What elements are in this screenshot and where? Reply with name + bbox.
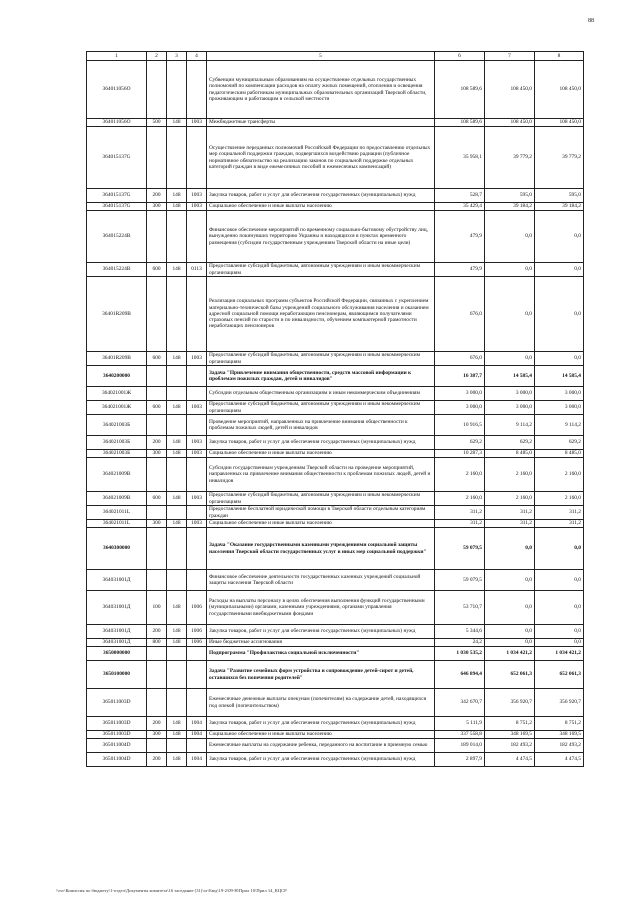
row-value-1: 629,2 <box>435 436 485 450</box>
row-vr <box>147 739 167 753</box>
table-row <box>87 591 584 625</box>
row-rz: 148 <box>167 639 187 647</box>
row-code: 364015224В <box>87 211 147 263</box>
row-name: Предоставление субсидий бюджетным, автономным учреждениям и иным некоммерческим организациям <box>207 352 435 366</box>
row-value-1: 2 160,0 <box>435 458 485 492</box>
header-row <box>87 52 584 61</box>
row-value-1: 5 344,6 <box>435 625 485 639</box>
row-value-3: 8 751,2 <box>535 717 584 731</box>
header-cell: 5 <box>207 52 435 61</box>
row-name: Субсидии государственным учреждениям Тверской области на проведение мероприятий, направленных на привлечение внимания общественности к проблемам пожилых людей, детей и инвалидов <box>207 458 435 492</box>
row-code: 3650100000 <box>87 661 147 689</box>
row-value-2: 3 000,0 <box>485 387 535 401</box>
row-code: 364021003Б <box>87 415 147 436</box>
row-value-2: 14 585,4 <box>485 366 535 387</box>
row-pr: 1004 <box>187 731 207 739</box>
row-pr: 1003 <box>187 203 207 211</box>
row-vr <box>147 458 167 492</box>
table-row <box>87 739 584 753</box>
row-value-2: 595,0 <box>485 189 535 203</box>
row-value-1: 108 589,6 <box>435 119 485 127</box>
row-code: 364031001Д <box>87 570 147 591</box>
table-row <box>87 119 584 127</box>
row-code: 365011003D <box>87 731 147 739</box>
row-pr: 1003 <box>187 436 207 450</box>
row-pr <box>187 415 207 436</box>
row-code: 364015137G <box>87 189 147 203</box>
row-vr <box>147 366 167 387</box>
row-value-1: 35 958,1 <box>435 127 485 189</box>
table-row <box>87 639 584 647</box>
row-value-3: 0,0 <box>535 263 584 277</box>
row-code: 36401R209В <box>87 277 147 352</box>
row-value-2: 39 184,2 <box>485 203 535 211</box>
row-vr <box>147 277 167 352</box>
row-rz: 148 <box>167 401 187 415</box>
row-value-2: 0,0 <box>485 625 535 639</box>
row-rz: 148 <box>167 436 187 450</box>
row-vr <box>147 61 167 119</box>
row-vr: 200 <box>147 625 167 639</box>
row-vr <box>147 211 167 263</box>
row-value-2: 311,2 <box>485 520 535 528</box>
table-row <box>87 506 584 520</box>
row-value-1: 479,9 <box>435 263 485 277</box>
row-value-2: 108 450,0 <box>485 61 535 119</box>
row-code: 364015137G <box>87 127 147 189</box>
row-value-1: 59 079,5 <box>435 570 485 591</box>
row-vr <box>147 506 167 520</box>
row-rz: 148 <box>167 450 187 458</box>
row-code: 364021003Б <box>87 436 147 450</box>
row-rz: 148 <box>167 731 187 739</box>
row-vr: 200 <box>147 753 167 767</box>
row-value-3: 0,0 <box>535 528 584 570</box>
row-value-1: 189 014,0 <box>435 739 485 753</box>
row-rz <box>167 458 187 492</box>
row-name: Задача "Оказание государственными казенными учреждениями социальной защиты населения Тверской области государственных услуг в иных мер социальной поддержки" <box>207 528 435 570</box>
row-value-1: 676,0 <box>435 277 485 352</box>
row-value-3: 348 169,5 <box>535 731 584 739</box>
row-rz <box>167 387 187 401</box>
row-value-3: 108 450,0 <box>535 61 584 119</box>
row-vr: 200 <box>147 436 167 450</box>
row-rz <box>167 647 187 661</box>
row-value-2: 3 000,0 <box>485 401 535 415</box>
row-value-2: 182 493,2 <box>485 739 535 753</box>
header-cell: 3 <box>167 52 187 61</box>
row-pr: 1006 <box>187 639 207 647</box>
row-rz <box>167 661 187 689</box>
row-value-3: 182 493,2 <box>535 739 584 753</box>
row-code: 364015137G <box>87 203 147 211</box>
row-rz: 148 <box>167 263 187 277</box>
row-code: 364021003Б <box>87 450 147 458</box>
row-rz <box>167 528 187 570</box>
table-row <box>87 731 584 739</box>
file-path-footer: \\rsv\Комиссия по бюджету\1-отдел\Документы комитета\16 заседание (31)\ог\Бюд\19-2\09-Н\Прил 10\Прил 14_КЦСР <box>56 888 287 893</box>
row-name: Субвенции муниципальным образованиям на осуществление отдельных государственных полномочий по компенсации расходов на оплату жилых помещений, отопления и освещения педагогическим работникам муниципальных образовательных организаций Тверской области, проживающим и работающим в сельской местности <box>207 61 435 119</box>
row-code: 3650000000 <box>87 647 147 661</box>
row-value-3: 0,0 <box>535 639 584 647</box>
row-name: Ежемесячные денежные выплаты опекунам (попечителям) на содержание детей, находящихся под опекой (попечительством) <box>207 689 435 717</box>
row-name: Социальное обеспечение и иные выплаты населению <box>207 203 435 211</box>
row-vr: 600 <box>147 401 167 415</box>
row-vr: 600 <box>147 263 167 277</box>
row-vr: 200 <box>147 189 167 203</box>
row-value-3: 2 160,0 <box>535 492 584 506</box>
row-value-1: 2 897,9 <box>435 753 485 767</box>
row-rz: 148 <box>167 753 187 767</box>
row-vr: 600 <box>147 492 167 506</box>
row-name: Задача "Развитие семейных форм устройства и сопровождение детей-сирот и детей, оставшихся без попечения родителей" <box>207 661 435 689</box>
row-rz: 148 <box>167 352 187 366</box>
table-row <box>87 352 584 366</box>
row-value-2: 9 114,2 <box>485 415 535 436</box>
row-value-1: 10 916,5 <box>435 415 485 436</box>
row-value-3: 4 474,5 <box>535 753 584 767</box>
row-pr: 1003 <box>187 119 207 127</box>
row-value-3: 311,2 <box>535 506 584 520</box>
row-name: Финансовое обеспечение деятельности государственных казенных учреждений социальной защиты населения Тверской области <box>207 570 435 591</box>
row-value-3: 39 779,2 <box>535 127 584 189</box>
row-value-2: 629,2 <box>485 436 535 450</box>
row-name: Реализация социальных программ субъектов Российской Федерации, связанных с укреплением материально-технической базы учреждений социального обслуживания населения и оказанием адресной социальной помощи неработающим пенсионерам, являющимся получателями страховых пенсий по старости и по инвалидности, обучением компьютерной грамотности неработающих пенсионеров <box>207 277 435 352</box>
row-value-3: 652 061,3 <box>535 661 584 689</box>
row-vr: 300 <box>147 731 167 739</box>
row-pr <box>187 61 207 119</box>
row-code: 364011056О <box>87 61 147 119</box>
row-name: Подпрограмма "Профилактика социальной исключенности" <box>207 647 435 661</box>
row-value-1: 2 160,0 <box>435 492 485 506</box>
row-rz: 148 <box>167 119 187 127</box>
row-pr <box>187 661 207 689</box>
row-code: 365011004D <box>87 753 147 767</box>
row-value-1: 528,7 <box>435 189 485 203</box>
row-code: 3640200000 <box>87 366 147 387</box>
row-pr: 1006 <box>187 625 207 639</box>
row-vr: 500 <box>147 119 167 127</box>
row-vr: 800 <box>147 639 167 647</box>
header-cell: 6 <box>435 52 485 61</box>
row-value-2: 8 751,2 <box>485 717 535 731</box>
row-pr <box>187 506 207 520</box>
row-code: 364021009В <box>87 458 147 492</box>
row-vr <box>147 528 167 570</box>
table-row <box>87 211 584 263</box>
row-value-1: 311,2 <box>435 520 485 528</box>
row-vr: 300 <box>147 203 167 211</box>
row-pr <box>187 528 207 570</box>
row-code: 365011003D <box>87 689 147 717</box>
row-vr: 100 <box>147 591 167 625</box>
row-rz <box>167 277 187 352</box>
row-value-3: 0,0 <box>535 591 584 625</box>
row-code: 364021001Ж <box>87 401 147 415</box>
row-rz <box>167 689 187 717</box>
row-name: Закупка товаров, работ и услуг для обеспечения государственных (муниципальных) нужд <box>207 436 435 450</box>
header-cell: 8 <box>535 52 584 61</box>
row-pr: 1003 <box>187 450 207 458</box>
row-value-3: 629,2 <box>535 436 584 450</box>
row-value-1: 108 589,6 <box>435 61 485 119</box>
row-rz <box>167 61 187 119</box>
row-value-3: 39 184,2 <box>535 203 584 211</box>
row-value-2: 2 160,0 <box>485 458 535 492</box>
row-value-1: 479,9 <box>435 211 485 263</box>
row-rz: 148 <box>167 591 187 625</box>
table-row <box>87 492 584 506</box>
row-value-3: 0,0 <box>535 570 584 591</box>
row-code: 365011004D <box>87 739 147 753</box>
row-value-2: 348 169,5 <box>485 731 535 739</box>
row-value-3: 1 034 421,2 <box>535 647 584 661</box>
row-pr: 0113 <box>187 263 207 277</box>
row-value-2: 108 450,0 <box>485 119 535 127</box>
row-value-2: 0,0 <box>485 528 535 570</box>
row-vr: 300 <box>147 520 167 528</box>
table-row <box>87 753 584 767</box>
row-value-3: 3 000,0 <box>535 401 584 415</box>
row-pr: 1006 <box>187 591 207 625</box>
row-name: Иные бюджетные ассигнования <box>207 639 435 647</box>
table-row <box>87 366 584 387</box>
row-value-3: 2 160,0 <box>535 458 584 492</box>
row-pr <box>187 570 207 591</box>
row-code: 364031001Д <box>87 625 147 639</box>
row-value-1: 3 000,0 <box>435 401 485 415</box>
table-row <box>87 387 584 401</box>
row-rz: 148 <box>167 492 187 506</box>
row-name: Задача "Привлечение внимания общественности, средств массовой информации к проблемам пожилых граждан, детей и инвалидов" <box>207 366 435 387</box>
row-value-1: 311,2 <box>435 506 485 520</box>
row-rz <box>167 739 187 753</box>
row-value-3: 8 485,0 <box>535 450 584 458</box>
row-value-3: 0,0 <box>535 211 584 263</box>
table-row <box>87 401 584 415</box>
header-cell: 2 <box>147 52 167 61</box>
row-code: 3640300000 <box>87 528 147 570</box>
row-code: 364031001Д <box>87 639 147 647</box>
row-name: Расходы на выплаты персоналу в целях обеспечения выполнения функций государственными (муниципальными) органами, казенными учреждениями, органами управления государственными внебюджетными фондами <box>207 591 435 625</box>
row-rz <box>167 211 187 263</box>
table-row <box>87 570 584 591</box>
header-cell: 1 <box>87 52 147 61</box>
row-vr: 200 <box>147 717 167 731</box>
row-code: 364021011L <box>87 520 147 528</box>
page-number: 88 <box>588 18 594 24</box>
row-value-3: 108 450,0 <box>535 119 584 127</box>
row-value-1: 35 429,4 <box>435 203 485 211</box>
row-pr: 1004 <box>187 717 207 731</box>
row-vr: 300 <box>147 450 167 458</box>
row-name: Предоставление субсидий бюджетным, автономным учреждениям и иным некоммерческим организациям <box>207 401 435 415</box>
row-pr <box>187 689 207 717</box>
row-value-1: 59 079,5 <box>435 528 485 570</box>
row-vr <box>147 415 167 436</box>
row-value-2: 0,0 <box>485 352 535 366</box>
row-value-1: 10 287,3 <box>435 450 485 458</box>
header-cell: 7 <box>485 52 535 61</box>
table-row <box>87 528 584 570</box>
row-name: Субсидии отдельным общественным организациям и иным некоммерческим объединениям <box>207 387 435 401</box>
row-name: Предоставление субсидий бюджетным, автономным учреждениям и иным некоммерческим организациям <box>207 263 435 277</box>
row-name: Проведение мероприятий, направленных на привлечение внимания общественности к проблемам пожилых людей, детей и инвалидов <box>207 415 435 436</box>
table-row <box>87 647 584 661</box>
row-value-2: 2 160,0 <box>485 492 535 506</box>
row-value-2: 356 920,7 <box>485 689 535 717</box>
row-vr <box>147 127 167 189</box>
row-rz: 148 <box>167 520 187 528</box>
row-value-2: 0,0 <box>485 277 535 352</box>
row-vr <box>147 570 167 591</box>
row-code: 36401R209В <box>87 352 147 366</box>
budget-table <box>86 51 584 767</box>
row-value-2: 8 485,0 <box>485 450 535 458</box>
row-vr <box>147 387 167 401</box>
row-value-3: 9 114,2 <box>535 415 584 436</box>
row-rz: 148 <box>167 189 187 203</box>
row-value-2: 311,2 <box>485 506 535 520</box>
row-pr <box>187 739 207 753</box>
row-name: Предоставление субсидий бюджетным, автономным учреждениям и иным некоммерческим организациям <box>207 492 435 506</box>
row-pr <box>187 458 207 492</box>
table-row <box>87 127 584 189</box>
row-name: Социальное обеспечение и иные выплаты населению <box>207 450 435 458</box>
table-row <box>87 263 584 277</box>
table-row <box>87 203 584 211</box>
table-row <box>87 689 584 717</box>
row-rz: 148 <box>167 625 187 639</box>
row-code: 364015224В <box>87 263 147 277</box>
row-value-2: 0,0 <box>485 639 535 647</box>
row-code: 365011003D <box>87 717 147 731</box>
table-row <box>87 61 584 119</box>
row-vr <box>147 647 167 661</box>
row-value-3: 311,2 <box>535 520 584 528</box>
row-value-1: 16 387,7 <box>435 366 485 387</box>
row-name: Закупка товаров, работ и услуг для обеспечения государственных (муниципальных) нужд <box>207 189 435 203</box>
row-pr <box>187 127 207 189</box>
row-rz <box>167 570 187 591</box>
row-vr <box>147 661 167 689</box>
row-rz <box>167 506 187 520</box>
row-pr <box>187 366 207 387</box>
row-code: 364021011L <box>87 506 147 520</box>
row-value-2: 39 779,2 <box>485 127 535 189</box>
row-pr: 1003 <box>187 352 207 366</box>
row-pr: 1004 <box>187 753 207 767</box>
row-name: Осуществление переданных полномочий Российской Федерации по предоставлению отдельных мер социальной поддержки граждан, подвергшихся воздействию радиации (публичное нормативное обязательство на реализацию законов по социальной поддержке отдельных категорий граждан в виде ежемесячных пособий и ежемесячных компенсаций) <box>207 127 435 189</box>
row-pr <box>187 387 207 401</box>
row-value-1: 337 558,8 <box>435 731 485 739</box>
row-name: Финансовое обеспечение мероприятий по временному социально-бытовому обустройству лиц, вынужденно покинувших территорию Украины и находящихся в пунктах временного размещения (субсидии государственным учреждениям Тверской области на иные цели) <box>207 211 435 263</box>
row-name: Предоставление бесплатной юридической помощи в Тверской области отдельным категориям граждан <box>207 506 435 520</box>
row-value-2: 0,0 <box>485 263 535 277</box>
row-value-1: 646 894,4 <box>435 661 485 689</box>
row-value-2: 0,0 <box>485 211 535 263</box>
row-code: 364021009В <box>87 492 147 506</box>
row-pr: 1003 <box>187 189 207 203</box>
row-value-1: 5 111,9 <box>435 717 485 731</box>
row-pr: 1003 <box>187 401 207 415</box>
table-row <box>87 277 584 352</box>
row-value-1: 53 710,7 <box>435 591 485 625</box>
row-code: 364011056О <box>87 119 147 127</box>
row-value-3: 0,0 <box>535 352 584 366</box>
row-code: 364021001Ж <box>87 387 147 401</box>
row-value-2: 1 034 421,2 <box>485 647 535 661</box>
table-row <box>87 189 584 203</box>
row-value-3: 0,0 <box>535 277 584 352</box>
row-value-3: 3 000,0 <box>535 387 584 401</box>
row-vr: 600 <box>147 352 167 366</box>
row-vr <box>147 689 167 717</box>
row-name: Социальное обеспечение и иные выплаты населению <box>207 731 435 739</box>
row-rz: 148 <box>167 203 187 211</box>
row-rz <box>167 127 187 189</box>
row-value-2: 0,0 <box>485 591 535 625</box>
table-row <box>87 520 584 528</box>
row-pr: 1003 <box>187 520 207 528</box>
row-value-3: 595,0 <box>535 189 584 203</box>
table-row <box>87 436 584 450</box>
table-row <box>87 717 584 731</box>
row-value-3: 14 585,4 <box>535 366 584 387</box>
table-row <box>87 661 584 689</box>
row-code: 364031001Д <box>87 591 147 625</box>
row-pr: 1003 <box>187 492 207 506</box>
row-name: Социальное обеспечение и иные выплаты населению <box>207 520 435 528</box>
row-value-2: 0,0 <box>485 570 535 591</box>
row-value-1: 3 000,0 <box>435 387 485 401</box>
table-row <box>87 450 584 458</box>
row-name: Закупка товаров, работ и услуг для обеспечения государственных (муниципальных) нужд <box>207 753 435 767</box>
header-cell: 4 <box>187 52 207 61</box>
row-value-2: 652 061,3 <box>485 661 535 689</box>
row-value-1: 342 670,7 <box>435 689 485 717</box>
row-name: Межбюджетные трансферты <box>207 119 435 127</box>
row-value-1: 24,2 <box>435 639 485 647</box>
row-rz <box>167 366 187 387</box>
row-value-2: 4 474,5 <box>485 753 535 767</box>
row-name: Закупка товаров, работ и услуг для обеспечения государственных (муниципальных) нужд <box>207 717 435 731</box>
row-name: Ежемесячные выплаты на содержание ребенка, переданного на воспитание в приемную семью <box>207 739 435 753</box>
row-value-1: 1 030 535,2 <box>435 647 485 661</box>
row-value-3: 0,0 <box>535 625 584 639</box>
table-row <box>87 415 584 436</box>
row-value-3: 356 920,7 <box>535 689 584 717</box>
table-row <box>87 458 584 492</box>
row-rz <box>167 415 187 436</box>
row-value-1: 676,0 <box>435 352 485 366</box>
table-row <box>87 625 584 639</box>
row-pr <box>187 647 207 661</box>
row-rz: 148 <box>167 717 187 731</box>
row-pr <box>187 277 207 352</box>
row-name: Закупка товаров, работ и услуг для обеспечения государственных (муниципальных) нужд <box>207 625 435 639</box>
row-pr <box>187 211 207 263</box>
